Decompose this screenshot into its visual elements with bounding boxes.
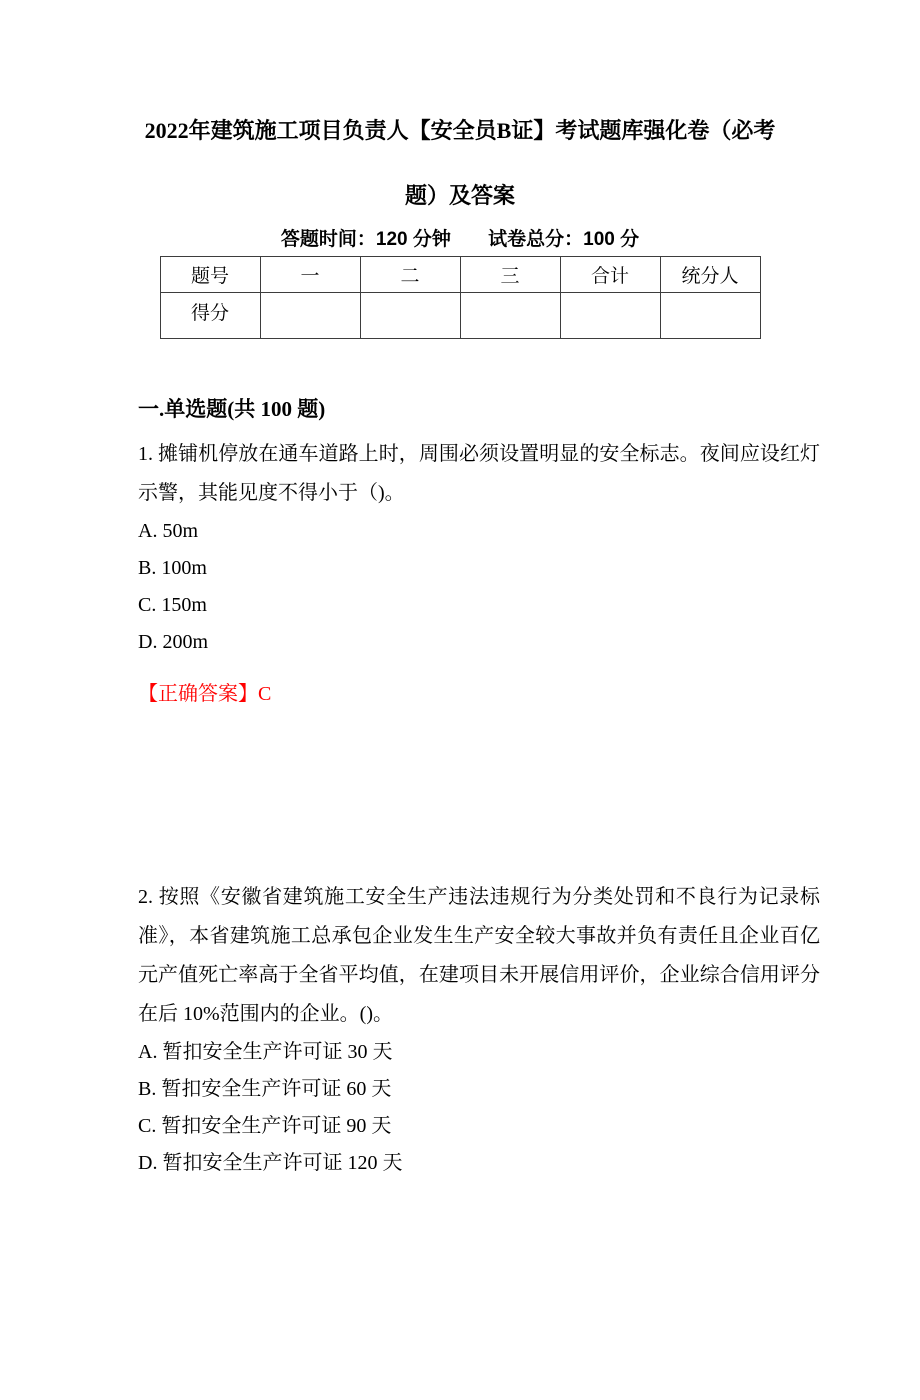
page-title: 2022年建筑施工项目负责人【安全员B证】考试题库强化卷（必考题）及答案 <box>144 118 776 208</box>
header-cell-part-two: 二 <box>360 257 460 293</box>
score-cell-part-three <box>460 293 560 339</box>
header-cell-scorer: 统分人 <box>660 257 760 293</box>
question-2-options <box>138 1034 820 1182</box>
score-cell-scorer <box>660 293 760 339</box>
question-1-option-c: C. 150m <box>138 594 207 616</box>
question-2-text: 2. 按照《安徽省建筑施工安全生产违法违规行为分类处罚和不良行为记录标准》，本省建筑施工总承包企业发生生产安全较大事故并负有责任且企业百亿元产值死亡率高于全省平均值，在建项目未开展信用评价，企业综合信用评分在后 10%范围内的企业。()。 <box>138 886 820 1025</box>
question-2-option-a: A. 暂扣安全生产许可证 30 天 <box>138 1041 393 1063</box>
question-1-option-d: D. 200m <box>138 631 208 653</box>
score-table-header-row <box>160 257 760 293</box>
question-1-text: 1. 摊铺机停放在通车道路上时，周围必须设置明显的安全标志。夜间应设红灯示警，其能见度不得小于（)。 <box>138 443 820 504</box>
score-label-cell: 得分 <box>160 293 260 339</box>
exam-document-page <box>0 98 920 1400</box>
section-heading-single-choice: 一.单选题(共 100 题) <box>138 397 326 421</box>
question-1-option-b: B. 100m <box>138 557 207 579</box>
score-cell-part-one <box>260 293 360 339</box>
exam-info-line <box>0 228 920 252</box>
exam-duration: 答题时间：120 分钟 <box>280 229 451 250</box>
score-table <box>160 256 761 339</box>
question-2 <box>138 878 820 1182</box>
exam-total-score: 试卷总分：100 分 <box>488 229 640 250</box>
question-2-option-c: C. 暂扣安全生产许可证 90 天 <box>138 1115 392 1137</box>
header-cell-part-three: 三 <box>460 257 560 293</box>
header-cell-total: 合计 <box>560 257 660 293</box>
score-table-score-row <box>160 293 760 339</box>
question-2-option-d: D. 暂扣安全生产许可证 120 天 <box>138 1152 403 1174</box>
score-cell-total <box>560 293 660 339</box>
question-1-option-a: A. 50m <box>138 520 198 542</box>
score-cell-part-two <box>360 293 460 339</box>
header-cell-question-number: 题号 <box>160 257 260 293</box>
question-2-option-b: B. 暂扣安全生产许可证 60 天 <box>138 1078 392 1100</box>
question-1-correct-answer: 【正确答案】C <box>138 683 272 705</box>
question-1 <box>138 435 820 708</box>
header-cell-part-one: 一 <box>260 257 360 293</box>
question-1-options <box>138 513 820 661</box>
